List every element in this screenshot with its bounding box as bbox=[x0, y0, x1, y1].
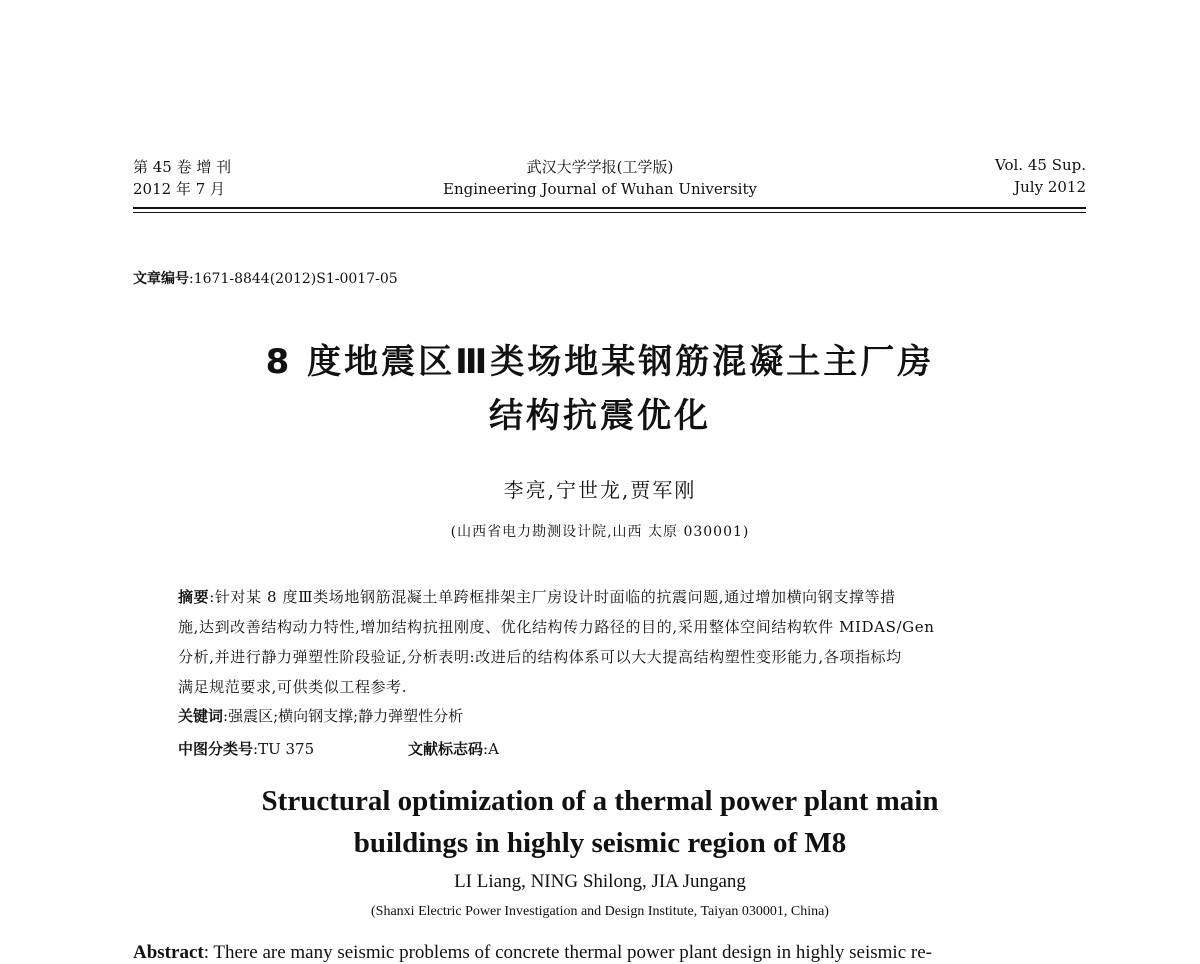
date-cn: 2012 年 7 月 bbox=[133, 180, 226, 198]
volume-en: Vol. 45 Sup. bbox=[995, 156, 1086, 174]
affiliation-en: (Shanxi Electric Power Investigation and Design Institute, Taiyan 030001, China) bbox=[371, 904, 829, 919]
title-en-line2: buildings in highly seismic region of M8 bbox=[353, 827, 847, 859]
abstract-cn-label: 摘要 bbox=[178, 588, 210, 606]
abstract-en-label: Abstract bbox=[133, 942, 204, 963]
abstract-cn-line2: 施,达到改善结构动力特性,增加结构抗扭刚度、优化结构传力路径的目的,采用整体空间结构软件 MIDAS/Gen bbox=[178, 618, 935, 636]
article-number-label: 文章编号 bbox=[133, 271, 189, 287]
journal-title-cn: 武汉大学学报(工学版) bbox=[526, 158, 674, 176]
title-en-line1: Structural optimization of a thermal power plant main bbox=[261, 785, 939, 817]
authors-cn: 李亮,宁世龙,贾军刚 bbox=[503, 478, 697, 502]
article-number-value: :1671-8844(2012)S1-0017-05 bbox=[189, 271, 398, 287]
title-cn-line1: 8 度地震区Ⅲ类场地某钢筋混凝土主厂房 bbox=[265, 342, 935, 382]
abstract-cn-line4: 满足规范要求,可供类似工程参考. bbox=[178, 678, 408, 696]
abstract-en-text: : There are many seismic problems of concrete thermal power plant design in highly seismic re- bbox=[203, 942, 932, 963]
doc-code-value: :A bbox=[483, 740, 499, 758]
clc-label: 中图分类号 bbox=[178, 740, 254, 758]
title-cn-line2: 结构抗震优化 bbox=[489, 396, 711, 436]
authors-en: LI Liang, NING Shilong, JIA Jungang bbox=[454, 871, 746, 892]
clc-value: :TU 375 bbox=[253, 740, 315, 758]
date-en: July 2012 bbox=[1014, 178, 1086, 196]
abstract-cn-line3: 分析,并进行静力弹塑性阶段验证,分析表明:改进后的结构体系可以大大提高结构塑性变形能力,各项指标均 bbox=[178, 648, 902, 666]
header-rule-thin bbox=[133, 212, 1086, 213]
doc-code bbox=[408, 737, 499, 761]
article-number bbox=[133, 268, 398, 288]
doc-code-label: 文献标志码 bbox=[408, 740, 484, 758]
keywords-label: 关键词 bbox=[178, 707, 224, 725]
abstract-cn bbox=[178, 582, 1058, 702]
header-rule-thick bbox=[133, 207, 1086, 209]
keywords-value: :强震区;横向钢支撑;静力弹塑性分析 bbox=[223, 707, 464, 725]
volume-cn: 第 45 卷 增 刊 bbox=[133, 158, 232, 176]
header-right bbox=[995, 154, 1086, 198]
affiliation-cn: (山西省电力勘测设计院,山西 太原 030001) bbox=[450, 524, 750, 540]
keywords-cn bbox=[178, 704, 463, 728]
journal-title-en: Engineering Journal of Wuhan University bbox=[443, 180, 757, 198]
clc-number bbox=[178, 737, 314, 761]
abstract-cn-line1: :针对某 8 度Ⅲ类场地钢筋混凝土单跨框排架主厂房设计时面临的抗震问题,通过增加横向钢支撑等措 bbox=[209, 588, 896, 606]
